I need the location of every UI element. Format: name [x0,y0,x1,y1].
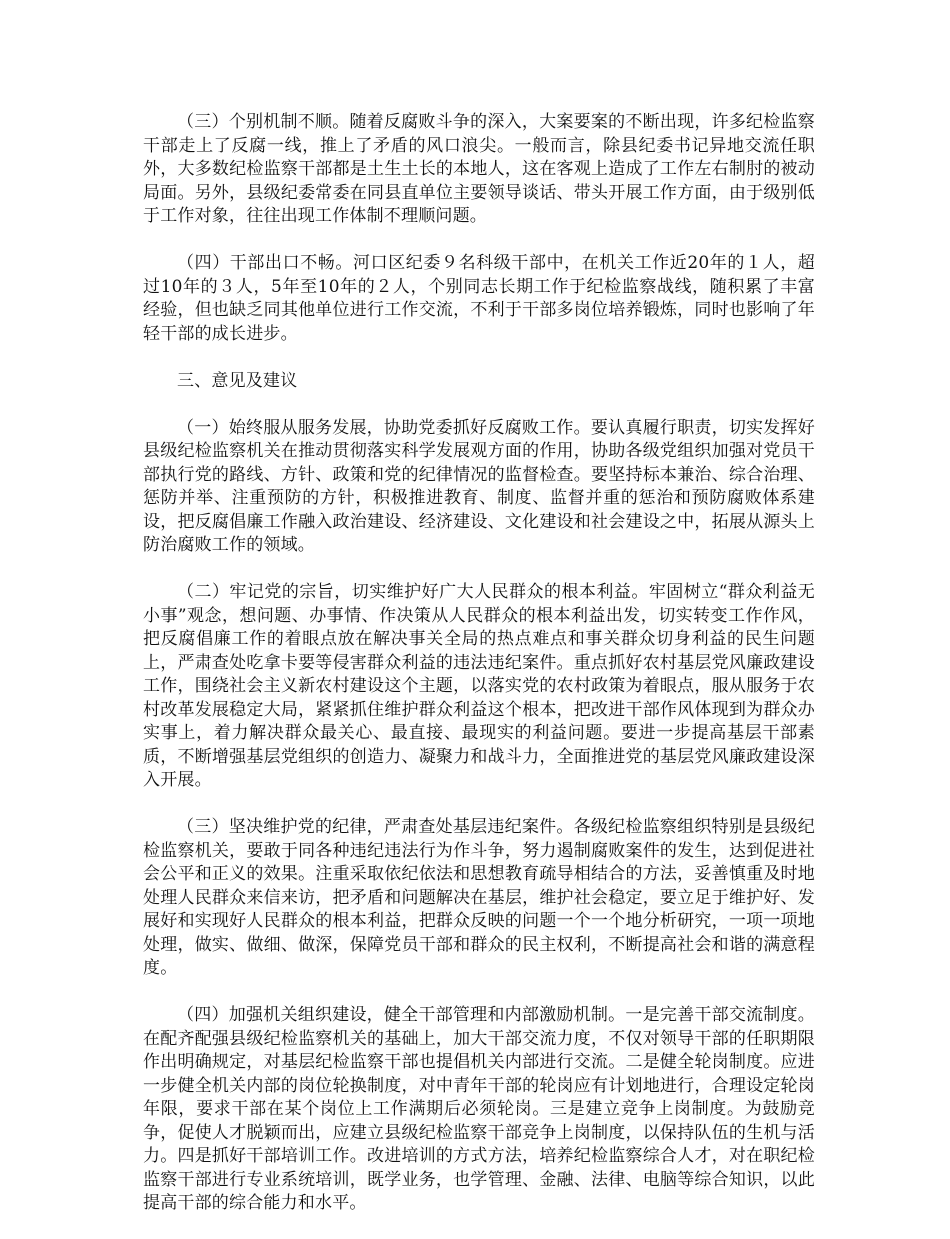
paragraph-mechanism-issues: （三）个别机制不顺。随着反腐败斗争的深入，大案要案的不断出现，许多纪检监察干部走上了反腐一线，推上了矛盾的风口浪尖。一般而言，除县纪委书记异地交流任职外，大多数纪检监察干部都是土生土长的本地人，这在客观上造成了工作左右制肘的被动局面。另外，县级纪委常委在同县直单位主要领导谈话、带头开展工作方面，由于级别低于工作对象，往往出现工作体制不理顺问题。 [143,112,815,226]
suggestion-3: （三）坚决维护党的纪律，严肃查处基层违纪案件。各级纪检监察组织特别是县级纪检监察机关，要敢于同各种违纪违法行为作斗争，努力遏制腐败案件的发生，达到促进社会公平和正义的效果。注重采取依纪依法和思想教育疏导相结合的方法，妥善慎重及时地处理人民群众来信来访，把矛盾和问题解决在基层，维护社会稳定，要立足于维护好、发展好和实现好人民群众的根本利益，把群众反映的问题一个一个地分析研究，一项一项地处理，做实、做细、做深，保障党员干部和群众的民主权利，不断提高社会和谐的满意程度。 [143,817,815,978]
document-body [143,111,815,1239]
suggestion-4: （四）加强机关组织建设，健全干部管理和内部激励机制。一是完善干部交流制度。在配齐配强县级纪检监察机关的基础上，加大干部交流力度，不仅对领导干部的任职期限作出明确规定，对基层纪检监察干部也提倡机关内部进行交流。二是健全轮岗制度。应进一步健全机关内部的岗位轮换制度，对中青年干部的轮岗应有计划地进行，合理设定轮岗年限，要求干部在某个岗位上工作满期后必须轮岗。三是建立竞争上岗制度。为鼓励竞争，促使人才脱颖而出，应建立县级纪检监察干部竞争上岗制度，以保持队伍的生机与活力。四是抓好干部培训工作。改进培训的方式方法，培养纪检监察综合人才，对在职纪检监察干部进行专业系统培训，既学业务，也学管理、金融、法律、电脑等综合知识，以此提高干部的综合能力和水平。 [143,1005,815,1213]
suggestion-2: （二）牢记党的宗旨，切实维护好广大人民群众的根本利益。牢固树立“群众利益无小事”观念，想问题、办事情、作决策从人民群众的根本利益出发，切实转变工作作风，把反腐倡廉工作的着眼点放在解决事关全局的热点难点和事关群众切身利益的民生问题上，严肃查处吃拿卡要等侵害群众利益的违法违纪案件。重点抓好农村基层党风廉政建设工作，围绕社会主义新农村建设这个主题，以落实党的农村政策为着眼点，服从服务于农村改革发展稳定大局，紧紧抓住维护群众利益这个根本，把改进干部作风体现到为群众办实事上，着力解决群众最关心、最直接、最现实的利益问题。要进一步提高基层干部素质，不断增强基层党组织的创造力、凝聚力和战斗力，全面推进党的基层党风廉政建设深入开展。 [143,582,815,790]
paragraph-cadre-exit-issues: （四）干部出口不畅。河口区纪委９名科级干部中，在机关工作近20年的１人，超过10年的３人，5年至10年的２人，个别同志长期工作于纪检监察战线，随积累了丰富经验，但也缺乏同其他单位进行工作交流，不利于干部多岗位培养锻炼，同时也影响了年轻干部的成长进步。 [143,253,815,344]
section-heading: 三、意见及建议 [177,370,298,391]
suggestion-1: （一）始终服从服务发展，协助党委抓好反腐败工作。要认真履行职责，切实发挥好县级纪检监察机关在推动贯彻落实科学发展观方面的作用，协助各级党组织加强对党员干部执行党的路线、方针、政策和党的纪律情况的监督检查。要坚持标本兼治、综合治理、惩防并举、注重预防的方针，积极推进教育、制度、监督并重的惩治和预防腐败体系建设，把反腐倡廉工作融入政治建设、经济建设、文化建设和社会建设之中，拓展从源头上防治腐败工作的领域。 [143,417,815,555]
